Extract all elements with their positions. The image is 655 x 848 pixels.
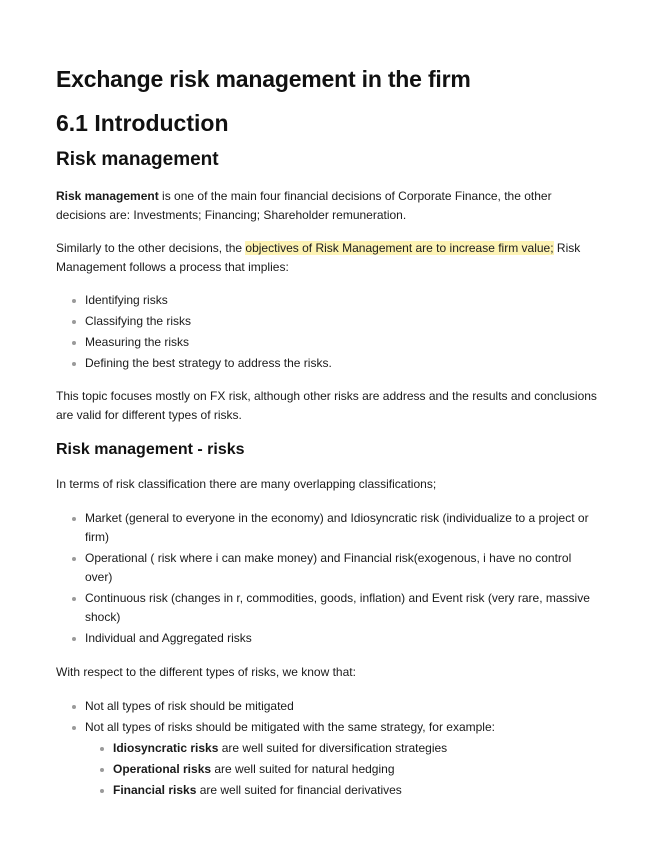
respect-intro: With respect to the different types of risks, we know that: xyxy=(56,665,356,679)
example-text: are well suited for financial derivatives xyxy=(196,783,402,797)
list-item: Not all types of risk should be mitigated xyxy=(56,697,601,716)
intro-bold: Risk management xyxy=(56,189,159,203)
respect-list xyxy=(56,697,601,737)
example-bold: Operational risks xyxy=(113,762,212,776)
list-item: Defining the best strategy to address the risks. xyxy=(56,354,601,373)
list-item: Classifying the risks xyxy=(56,312,601,331)
example-bold: Idiosyncratic risks xyxy=(113,741,219,755)
topic-paragraph: This topic focuses mostly on FX risk, although other risks are address and the results and conclusions are valid for different types of risks. xyxy=(56,389,597,422)
list-item: Market (general to everyone in the economy) and Idiosyncratic risk (individualize to a project or firm) xyxy=(56,509,601,547)
list-item xyxy=(56,739,601,758)
objectives-highlight: objectives of Risk Management are to increase firm value; xyxy=(245,241,554,255)
list-item-text: Not all types of risks should be mitigated with the same strategy, for example: xyxy=(85,720,495,734)
list-item xyxy=(56,781,601,800)
classification-list xyxy=(56,509,601,650)
list-item: Identifying risks xyxy=(56,291,601,310)
process-list xyxy=(56,291,601,375)
list-item xyxy=(56,718,601,737)
list-item: Individual and Aggregated risks xyxy=(56,629,601,648)
objectives-after: Risk Management follows a process that implies: xyxy=(56,241,581,274)
objectives-paragraph xyxy=(56,239,601,277)
examples-list xyxy=(56,739,601,802)
list-item: Measuring the risks xyxy=(56,333,601,352)
example-bold: Financial risks xyxy=(113,783,197,797)
list-item: Continuous risk (changes in r, commodities, goods, inflation) and Event risk (very rare, massive shock) xyxy=(56,589,601,627)
document-title: Exchange risk management in the firm xyxy=(56,66,471,92)
classification-intro: In terms of risk classification there are many overlapping classifications; xyxy=(56,477,437,491)
risks-heading: Risk management - risks xyxy=(56,441,245,458)
intro-paragraph xyxy=(56,187,601,225)
list-item: Operational ( risk where i can make money) and Financial risk(exogenous, i have no control over) xyxy=(56,549,601,587)
list-item xyxy=(56,760,601,779)
example-text: are well suited for diversification strategies xyxy=(218,741,448,755)
subsection-heading: Risk management xyxy=(56,149,219,170)
intro-text: is one of the main four financial decisions of Corporate Finance, the other decisions are: Investments; Financing; Shareholder remuneration. xyxy=(56,189,552,222)
example-text: are well suited for natural hedging xyxy=(211,762,395,776)
objectives-before: Similarly to the other decisions, the xyxy=(56,241,246,255)
section-heading: 6.1 Introduction xyxy=(56,110,229,136)
